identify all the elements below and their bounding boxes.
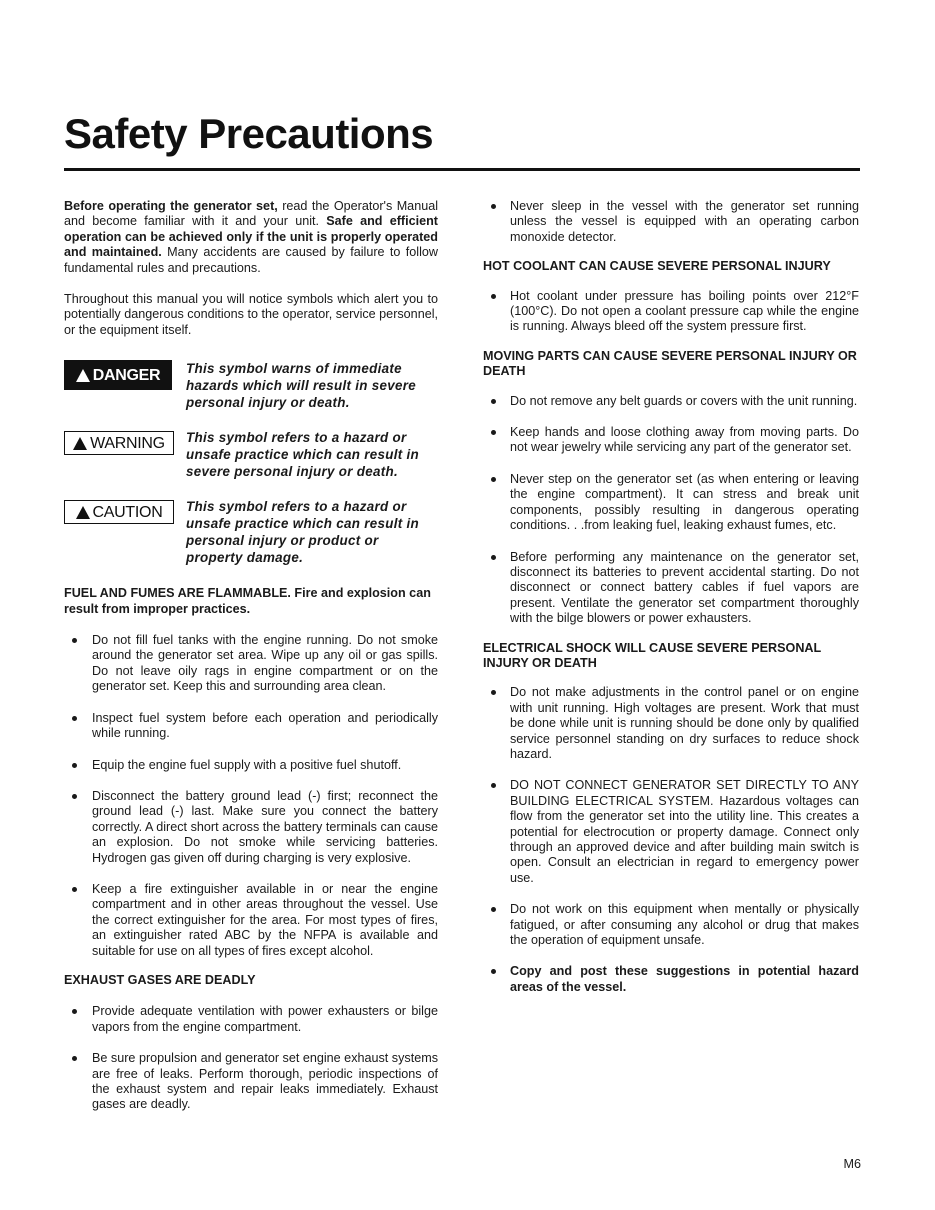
list-item: Copy and post these suggestions in potential hazard areas of the vessel.: [483, 964, 859, 995]
list-item: Be sure propulsion and generator set engine exhaust systems are free of leaks. Perform thorough, periodic inspections of the exhaust system and repair leaks immediately. Exhaust gases are deadly.: [64, 1051, 438, 1113]
list-item: Do not work on this equipment when mentally or physically fatigued, or after consuming any alcohol or drug that makes the operation of equipment unsafe.: [483, 902, 859, 948]
bullet-icon: [72, 638, 77, 643]
intro-paragraph-2: Throughout this manual you will notice symbols which alert you to potentially dangerous conditions to the operator, service personnel, or the equipment itself.: [64, 292, 438, 337]
caution-notice: [64, 498, 438, 566]
exhaust-heading: EXHAUST GASES ARE DEADLY: [64, 972, 256, 987]
warning-triangle-icon: [73, 437, 87, 450]
warning-description: This symbol refers to a hazard or unsafe practice which can result in severe personal injury or death.: [186, 430, 420, 480]
fuel-heading: FUEL AND FUMES ARE FLAMMABLE. Fire and explosion can result from improper practices.: [64, 586, 431, 616]
bullet-icon: [72, 887, 77, 892]
list-item: Provide adequate ventilation with power exhausters or bilge vapors from the engine compartment.: [64, 1004, 438, 1035]
exhaust-list: [64, 1004, 438, 1112]
intro-bold-1: Before operating the generator set,: [64, 199, 278, 213]
right-column: [483, 199, 859, 1011]
bullet-icon: [491, 969, 496, 974]
page-title: Safety Precautions: [64, 110, 434, 157]
caution-description: This symbol refers to a hazard or unsafe practice which can result in personal injury or product or property damage.: [186, 499, 420, 566]
intro-paragraph-1: [64, 199, 438, 276]
coolant-list: [483, 289, 859, 335]
list-item: Keep a fire extinguisher available in or near the engine compartment and in other areas throughout the vessel. Use the correct extinguisher for the area. For most types of fires, an extinguisher rated ABC by the NFPA is available and suitable for use on all types of fires except alcohol.: [64, 882, 438, 959]
bullet-icon: [491, 477, 496, 482]
bullet-icon: [491, 690, 496, 695]
bullet-icon: [491, 204, 496, 209]
danger-label: DANGER: [92, 366, 161, 384]
list-item: Keep hands and loose clothing away from moving parts. Do not wear jewelry while servicing any part of the generator set.: [483, 425, 859, 456]
intro-text-2: Many accidents are caused by failure to follow fundamental rules and precautions.: [64, 245, 438, 275]
caution-label: CAUTION: [92, 503, 163, 521]
warning-notice: [64, 429, 438, 480]
warning-badge: [64, 431, 174, 455]
bullet-icon: [491, 783, 496, 788]
list-item: Never step on the generator set (as when entering or leaving the engine compartment). It can stress and break unit components, possibly resulting in dangerous operating conditions. . .from leaking fuel, leaking exhaust fumes, etc.: [483, 472, 859, 534]
list-item: Equip the engine fuel supply with a positive fuel shutoff.: [64, 758, 438, 773]
caution-badge: [64, 500, 174, 524]
left-column: [64, 199, 438, 1129]
bullet-icon: [491, 430, 496, 435]
list-item: Inspect fuel system before each operation and periodically while running.: [64, 711, 438, 742]
list-item: Disconnect the battery ground lead (-) first; reconnect the ground lead (-) last. Make sure you connect the battery correctly. A direct short across the battery terminals can cause an explosion. Do not smoke while servicing batteries. Hydrogen gas given off during charging is very explosive.: [64, 789, 438, 866]
bullet-icon: [72, 794, 77, 799]
danger-badge: [64, 360, 172, 390]
electrical-list: [483, 685, 859, 995]
list-item: DO NOT CONNECT GENERATOR SET DIRECTLY TO ANY BUILDING ELECTRICAL SYSTEM. Hazardous voltages can flow from the generator set into the utility line. This creates a potential for electrocution or property damage. Connect only through an approved device and after building main switch is open. Consult an electrician in regard to emergency power use.: [483, 778, 859, 886]
exhaust-list-continued: [483, 199, 859, 245]
page-number: M6: [843, 1157, 861, 1171]
coolant-heading: HOT COOLANT CAN CAUSE SEVERE PERSONAL INJURY: [483, 259, 831, 274]
bullet-icon: [72, 716, 77, 721]
bullet-icon: [491, 399, 496, 404]
bullet-icon: [491, 294, 496, 299]
bullet-icon: [72, 1009, 77, 1014]
warning-triangle-icon: [76, 369, 90, 382]
list-item: Before performing any maintenance on the generator set, disconnect its batteries to prevent accidental starting. Do not disconnect or connect battery cables if fuel vapors are present. Ventilate the generator set compartment thoroughly with the bilge blowers or power exhausters.: [483, 550, 859, 627]
intro-text-1: read the Operator's Manual and become familiar with it and your unit.: [64, 199, 438, 229]
list-item: Do not remove any belt guards or covers with the unit running.: [483, 394, 859, 409]
list-item: Hot coolant under pressure has boiling points over 212°F (100°C). Do not open a coolant pressure cap while the engine is running. Always bleed off the system pressure first.: [483, 289, 859, 335]
bullet-icon: [72, 763, 77, 768]
list-item: Do not make adjustments in the control panel or on engine with unit running. High voltages are present. Work that must be done while unit is running should be done only by qualified service personnel standing on dry surfaces to reduce shock hazard.: [483, 685, 859, 762]
intro-bold-2: Safe and efficient operation can be achieved only if the unit is properly operated and maintained.: [64, 214, 439, 260]
moving-parts-heading: MOVING PARTS CAN CAUSE SEVERE PERSONAL INJURY OR DEATH: [483, 348, 857, 379]
bullet-icon: [491, 555, 496, 560]
list-item: Never sleep in the vessel with the generator set running unless the vessel is equipped with an operating carbon monoxide detector.: [483, 199, 859, 245]
list-item: Do not fill fuel tanks with the engine running. Do not smoke around the generator set area. Wipe up any oil or gas spills. Do not leave oily rags in engine compartment or on the generator set. Keep this and surrounding area clean.: [64, 633, 438, 695]
warning-label: WARNING: [90, 434, 165, 452]
danger-notice: [64, 360, 438, 411]
bullet-icon: [491, 907, 496, 912]
danger-description: This symbol warns of immediate hazards which will result in severe personal injury or death.: [186, 361, 417, 411]
bullet-icon: [72, 1056, 77, 1061]
fuel-list: [64, 633, 438, 959]
moving-parts-list: [483, 394, 859, 627]
electrical-heading: ELECTRICAL SHOCK WILL CAUSE SEVERE PERSONAL INJURY OR DEATH: [483, 640, 821, 670]
warning-triangle-icon: [76, 506, 90, 519]
title-rule: [64, 168, 860, 171]
